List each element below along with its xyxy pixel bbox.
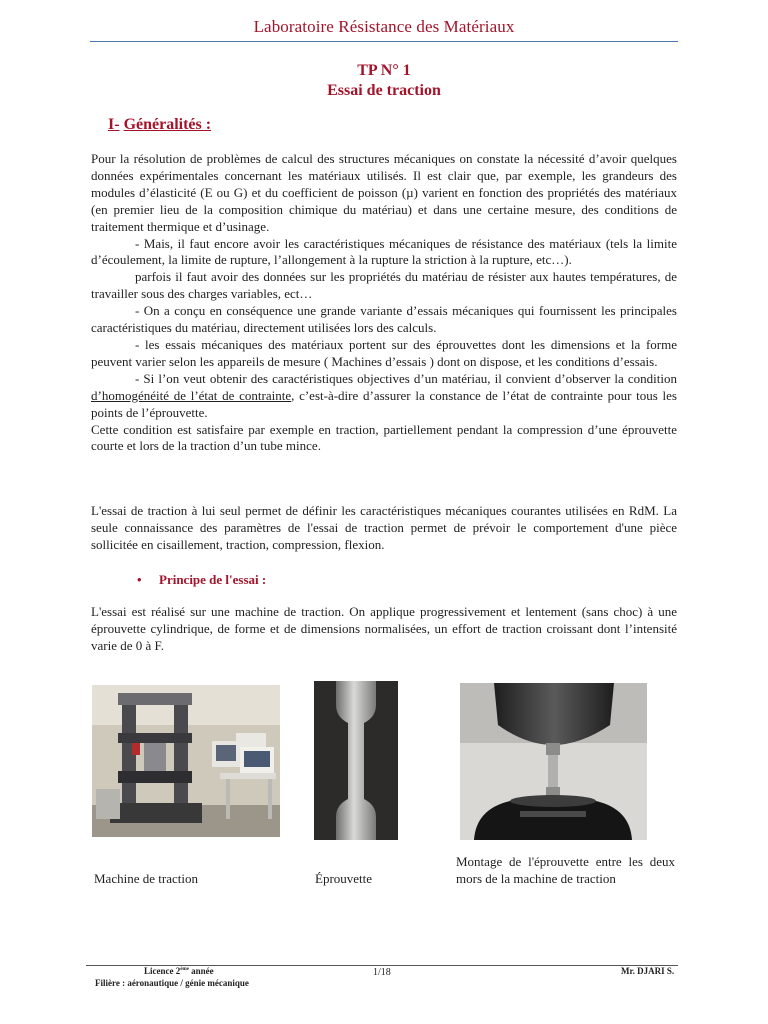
page-number: 1/18 (373, 967, 391, 978)
caption-machine: Machine de traction (94, 871, 198, 886)
section-title: Généralités : (123, 116, 212, 133)
underlined-term: d’homogénéité de l’état de contrainte (91, 387, 292, 403)
paragraph: L'essai est réalisé sur une machine de traction. On applique progressivement et lentement (sans choc) à une éprouvette cylindrique, de forme et de dimensions normalisées, un effort de traction croissant dont l’intensité varie de 0 à F. (91, 604, 677, 653)
paragraph: Cette condition est satisfaire par exemple en traction, partiellement pendant la compression d’une éprouvette courte et lors de la traction d’un tube mince. (91, 421, 677, 454)
tp-number: TP N° 1 (357, 62, 411, 79)
paragraph: - On a conçu en conséquence une grande variante d’essais mécaniques qui fournissent les principales caractéristiques du matériau, directement utilisées lors des calculs. (91, 303, 677, 336)
paragraph: - les essais mécaniques des matériaux portent sur des éprouvettes dont les dimensions et la forme peuvent varier selon les appareils de mesure ( Machines d’essais ) dont on dispose, et les conditions d’essais. (91, 336, 677, 369)
footer-licence (144, 966, 214, 976)
specimen-photo (314, 681, 398, 840)
footer-licence-prefix: Licence 2 (144, 966, 181, 976)
bullet-icon: • (137, 572, 142, 587)
bullet-label: Principe de l'essai : (159, 572, 267, 587)
caption-montage: Montage de l'éprouvette entre les deux mors de la machine de traction (456, 854, 675, 886)
paragraph: Pour la résolution de problèmes de calcul des structures mécaniques on constate la nécessité d’avoir quelques données expérimentales concernant les matériaux utilisés. Il est clair que, par exemple, les grandeurs des modules d’élasticité (E ou G) et du coefficient de poisson (µ) varient en fonction des propriétés des matériaux (en premier lieu de la composition chimique du matériau) et dans une certaine mesure, des conditions de traitement thermique et d’usinage. (91, 151, 677, 234)
tp-title: Essai de traction (327, 82, 441, 99)
header-divider (90, 41, 678, 42)
paragraph: L'essai de traction à lui seul permet de définir les caractéristiques mécaniques courantes utilisées en RdM. La seule connaissance des paramètres de l'essai de traction permet de prévoir le comportement d'une pièce sollicitée en cisaillement, traction, compression, flexion. (91, 503, 677, 552)
section-heading (108, 116, 211, 134)
footer-author: Mr. DJARI S. (621, 966, 675, 976)
footer-licence-sup: ème (180, 967, 189, 972)
section-number: I- (108, 116, 120, 133)
generalites-text (91, 151, 677, 455)
header-title: Laboratoire Résistance des Matériaux (253, 17, 515, 36)
paragraph (91, 371, 677, 422)
paragraph-text: - Si l’on veut obtenir des caractéristiques objectives d’un matériau, il convient d’observer la condition (135, 370, 677, 386)
paragraph: parfois il faut avoir des données sur les propriétés du matériau de résister aux hautes températures, de travailler sous des charges variables, ect… (91, 269, 677, 302)
caption-specimen: Éprouvette (315, 871, 373, 886)
bullet-item (137, 572, 266, 588)
paragraph: - Mais, il faut encore avoir les caractéristiques mécaniques de résistance des matériaux (tels la limite d’écoulement, la limite de rupture, l’allongement à la rupture la striction à la rupture, etc…). (91, 235, 677, 268)
montage-photo (460, 683, 647, 840)
footer-filiere: Filière : aéronautique / génie mécanique (95, 978, 249, 988)
footer-licence-suffix: année (188, 966, 214, 976)
paragraph-text: , c’est-à-dire d’assurer la constance de l’état de contrainte pour tous les points de l’éprouvette. (91, 387, 677, 420)
machine-photo (92, 685, 280, 837)
